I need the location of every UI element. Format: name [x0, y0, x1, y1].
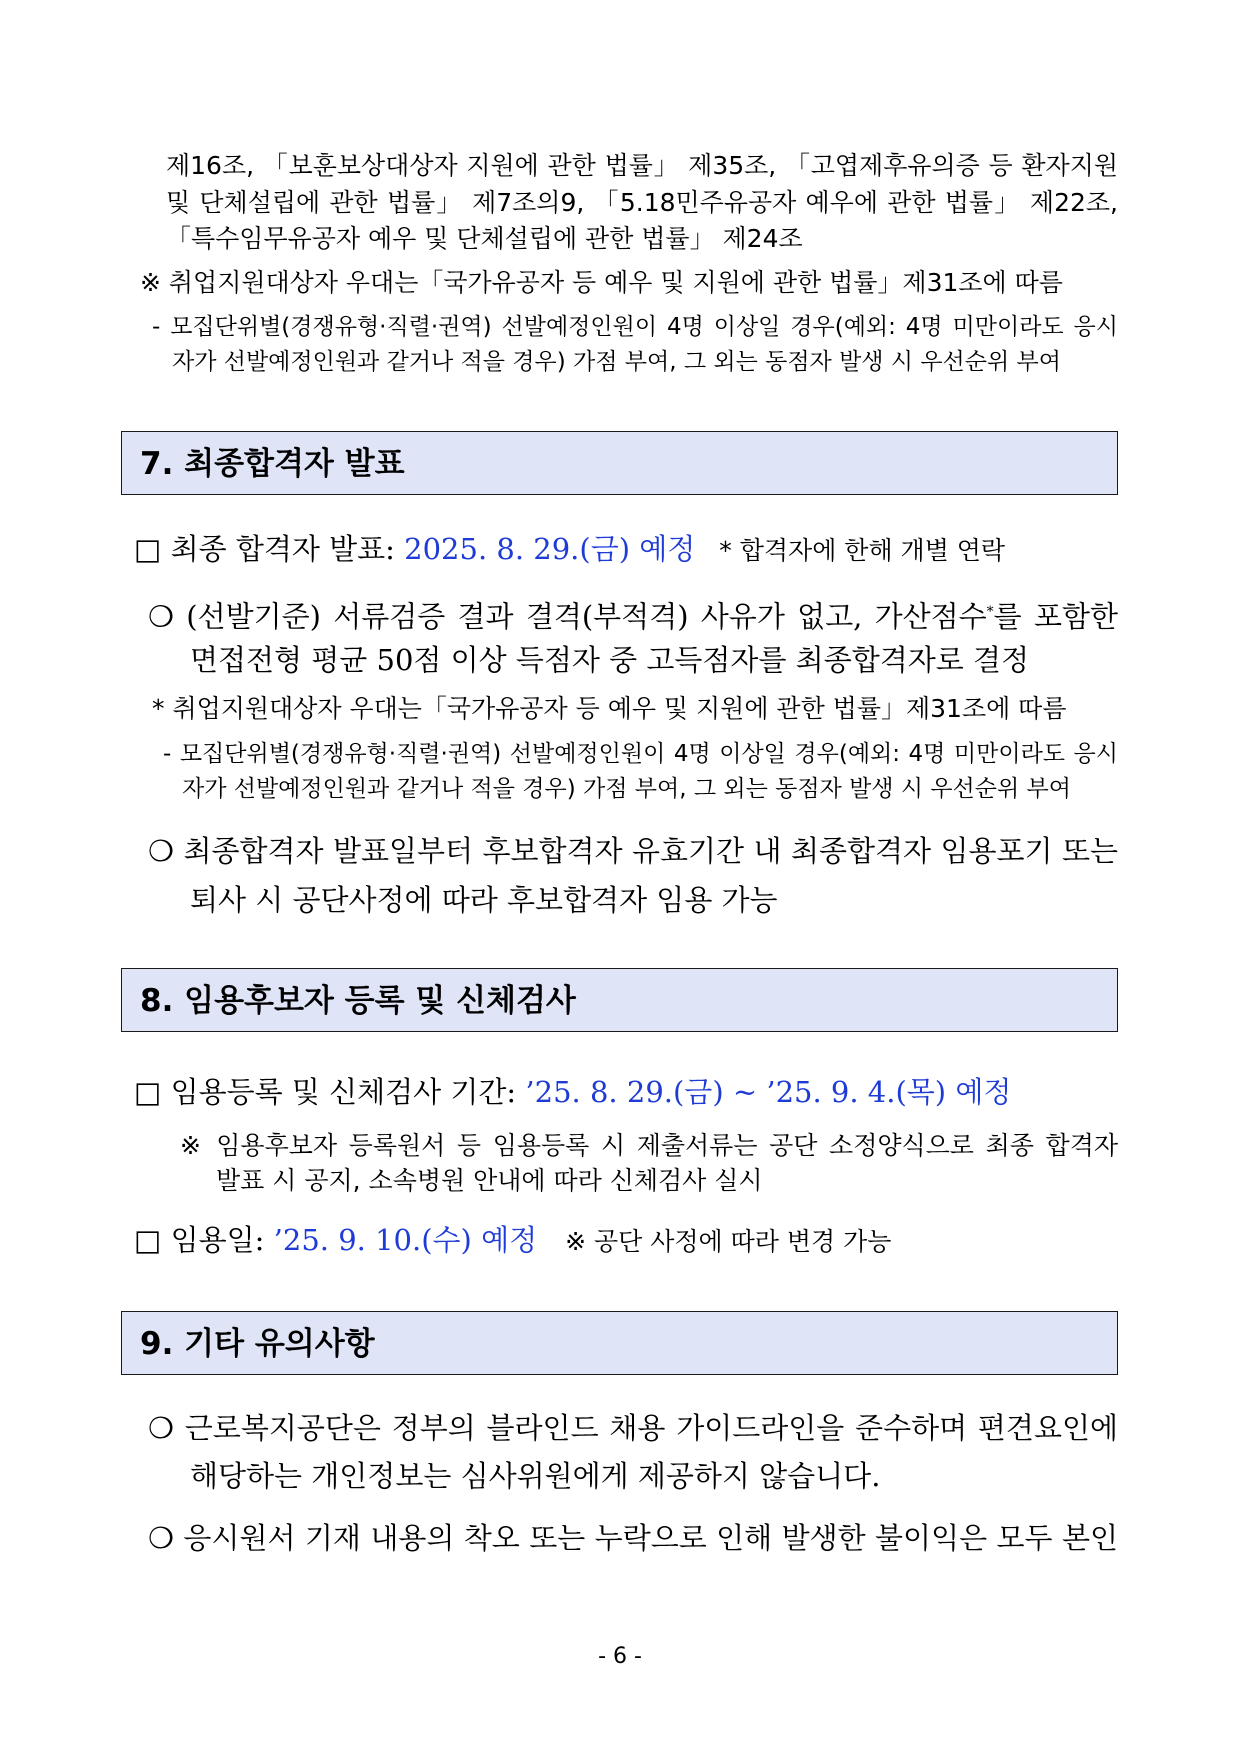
s9-bullet-1-line-1: ❍ 근로복지공단은 정부의 블라인드 채용 가이드라인을 준수하며 편견요인에: [148, 1411, 1118, 1445]
intro-note: ※ 취업지원대상자 우대는「국가유공자 등 예우 및 지원에 관한 법률」제31조에 따름: [140, 268, 1063, 297]
section-8-title: 8. 임용후보자 등록 및 신체검사: [140, 983, 576, 1019]
section-9-header: [121, 1311, 1118, 1375]
s7-bullet-2-line-2: 퇴사 시 공단사정에 따라 후보합격자 임용 가능: [190, 883, 778, 917]
s8-item-1-note-1: ※ 임용후보자 등록원서 등 임용등록 시 제출서류는 공단 소정양식으로 최종 합격자: [180, 1131, 1118, 1160]
s8-item-1: [134, 1072, 1011, 1112]
section-9-title: 9. 기타 유의사항: [140, 1326, 375, 1362]
s7-item-1-date: 2025. 8. 29.(금) 예정: [404, 532, 696, 566]
page-number: - 6 -: [598, 1644, 642, 1669]
intro-line-1: 제16조, 「보훈보상대상자 지원에 관한 법률」 제35조, 「고엽제후유의증 등 환자지원: [166, 151, 1118, 180]
s8-item-2-label: □ 임용일:: [134, 1223, 274, 1257]
section-7-header: [121, 431, 1118, 495]
section-8-header: [121, 968, 1118, 1032]
s8-item-2-note: ※ 공단 사정에 따라 변경 가능: [565, 1227, 892, 1256]
section-7-title: 7. 최종합격자 발표: [140, 446, 405, 482]
s7-item-1-note: * 합격자에 한해 개별 연락: [719, 536, 1006, 565]
s8-item-2-date: ’25. 9. 10.(수) 예정: [273, 1223, 538, 1257]
s7-bullet-2-line-1: ❍ 최종합격자 발표일부터 후보합격자 유효기간 내 최종합격자 임용포기 또는: [148, 834, 1118, 868]
intro-line-2: 및 단체설립에 관한 법률」 제7조의9, 「5.18민주유공자 예우에 관한 법률」 제22조,: [166, 188, 1118, 217]
s7-bullet-1-line-2: 면접전형 평균 50점 이상 득점자 중 고득점자를 최종합격자로 결정: [190, 643, 1030, 677]
s8-item-1-label: □ 임용등록 및 신체검사 기간:: [134, 1075, 526, 1109]
s7-bullet-1-dash-2: 자가 선발예정인원과 같거나 적을 경우) 가점 부여, 그 외는 동점자 발생 시 우선순위 부여: [182, 776, 1071, 802]
s7-item-1-label: □ 최종 합격자 발표:: [134, 532, 405, 566]
s8-item-2: [134, 1220, 891, 1262]
intro-line-3: 「특수임무유공자 예우 및 단체설립에 관한 법률」 제24조: [166, 224, 803, 253]
s9-bullet-1-line-2: 해당하는 개인정보는 심사위원에게 제공하지 않습니다.: [190, 1459, 881, 1493]
s8-item-1-date: ’25. 8. 29.(금) ~ ’25. 9. 4.(목) 예정: [525, 1075, 1012, 1109]
s7-bullet-1-dash-1: - 모집단위별(경쟁유형·직렬·권역) 선발예정인원이 4명 이상일 경우(예외: 4명 미만이라도 응시: [163, 741, 1118, 767]
s8-item-1-note-2: 발표 시 공지, 소속병원 안내에 따라 신체검사 실시: [216, 1166, 763, 1195]
s9-bullet-2-line-1: ❍ 응시원서 기재 내용의 착오 또는 누락으로 인해 발생한 불이익은 모두 본인: [148, 1521, 1118, 1555]
s7-bullet-1-line-1: ❍ (선발기준) 서류검증 결과 결격(부적격) 사유가 없고, 가산점수*를 포함한: [148, 599, 1118, 634]
intro-dash-2: 자가 선발예정인원과 같거나 적을 경우) 가점 부여, 그 외는 동점자 발생 시 우선순위 부여: [172, 349, 1061, 375]
s7-item-1: [134, 529, 1005, 571]
s7-bullet-1-note: * 취업지원대상자 우대는「국가유공자 등 예우 및 지원에 관한 법률」제31조에 따름: [152, 694, 1067, 723]
intro-dash-1: - 모집단위별(경쟁유형·직렬·권역) 선발예정인원이 4명 이상일 경우(예외: 4명 미만이라도 응시: [152, 314, 1118, 340]
